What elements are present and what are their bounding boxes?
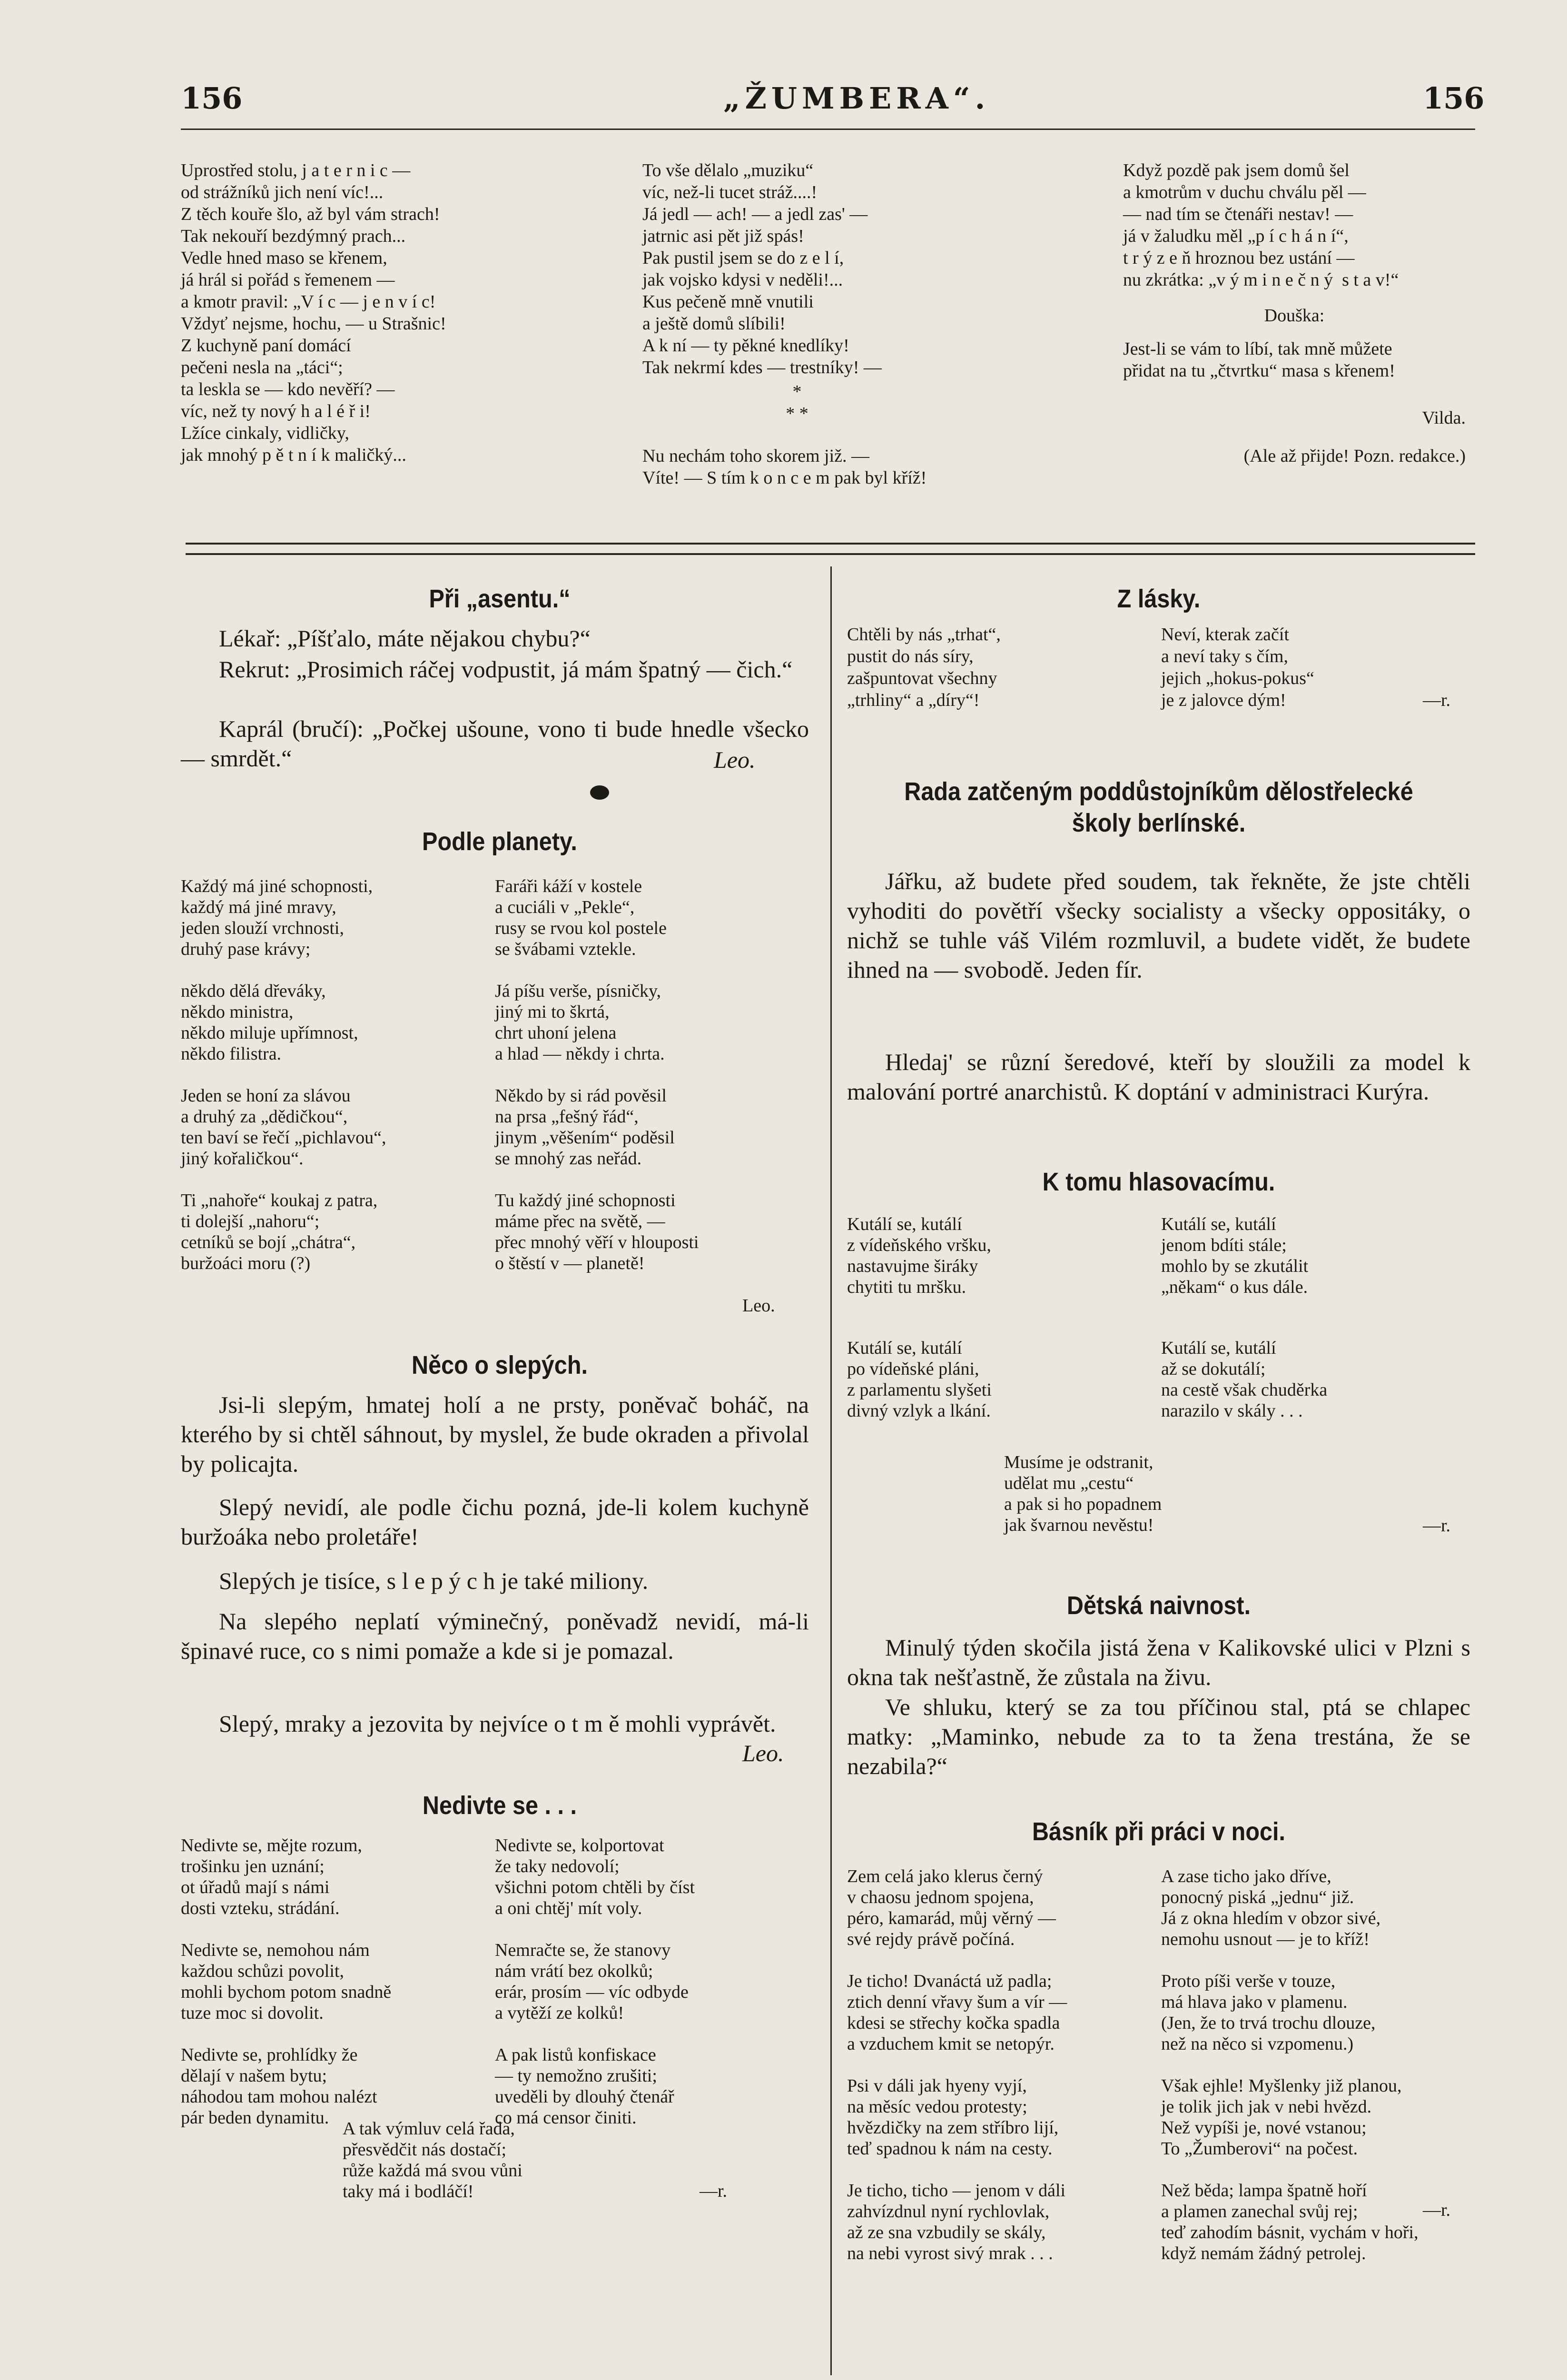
slepych-p5: Slepý, mraky a jezovita by nejvíce o t m ě mohli vyprávět.: [219, 1710, 776, 1737]
basnik-col-b: A zase ticho jako dříve, ponocný piská „jednu“ již. Já z okna hledím v obzor sivé, nemohu usnout — je to kříž! Proto píši verše v touze, má hlava jako v plamenu. (Jen, že to trvá trochu dlouze, než na něco si vzpomenu.) Však ejhle! Myšlenky již planou, je tolik jich jak v nebi hvězd. Než vypíši je, nové vstanou; To „Žumberovi“ na počest. Než běda; lampa špatně hoří a plamen zanechal svůj rej; teď zahodím básnit, vychám v hoři, když nemám žádný petrolej.: [1161, 1866, 1419, 2263]
lasky-col-b: Neví, kterak začít a neví taky s čím, jejich „hokus-pokus“ je z jalovce dým!: [1161, 625, 1314, 710]
basnik-col-a: Zem celá jako klerus černý v chaosu jednom spojena, péro, kamarád, můj věrný — své rejdy právě počíná. Je ticho! Dvanáctá už padla; ztich denní vřavy šum a vír — kdesi se střechy kočka spadla a vzduchem kmit se netopýr. Psi v dáli jak hyeny vyjí, na měsíc vedou protesty; hvězdičky na zem stříbro lijí, teď spadnou k nám na cesty. Je ticho, ticho — jenom v dáli zahvízdnul nyní rychlovlak, až ze sna vzbudily se skály, na nebi vyrost sivý mrak . . .: [847, 1866, 1067, 2263]
page-number-right: 156: [1423, 81, 1485, 116]
hlasovacimu-sign: —r.: [1423, 1516, 1451, 1536]
lasky-title: Z lásky.: [1117, 585, 1201, 613]
top-poem-stars: * * *: [786, 382, 808, 424]
nedivte-title: Nedivte se . . .: [422, 1791, 577, 1820]
hlasovacimu-a2: Kutálí se, kutálí po vídeňské pláni, z parlamentu slyšeti divný vzlyk a lkání.: [847, 1338, 992, 1421]
masthead-title: „ŽUMBERA“.: [723, 81, 990, 116]
rada-title: Rada zatčeným poddůstojníkům dělostřelecké školy berlínské.: [904, 777, 1413, 837]
slepych-p1: Jsi-li slepým, hmatej holí a ne prsty, poněvač boháč, na kterého by si chtěl sáhnout, by myslel, že bude okraden a přivolal by policajta.: [181, 1391, 809, 1477]
asentu-title: Při „asentu.“: [429, 585, 571, 613]
top-poem-col3: Když pozdě pak jsem domů šel a kmotrům v duchu chválu pěl — — nad tím se čtenáři nestav! — já v žaludku měl „p í c h á n í“, t r ý z e ň hroznou bez ustání — nu zkrátka: „v ý m i n e č n ý s t a v!“: [1123, 160, 1399, 290]
planety-sign: Leo.: [742, 1296, 775, 1316]
detska-p2: Ve shluku, který se za tou příčinou stal, ptá se chlapec matky: „Maminko, nebude za to ta žena trestána, že se nezabila?“: [847, 1694, 1470, 1779]
hlasovacimu-b1: Kutálí se, kutálí jenom bdíti stále; mohlo by se zkutálit „někam“ o kus dále.: [1161, 1214, 1309, 1297]
asentu-line-2: Rekrut: „Prosimich ráčej vodpustit, já mám špatný — čich.“: [219, 656, 793, 683]
top-poem-col2: To vše dělalo „muziku“ víc, než-li tucet stráž....! Já jedl — ach! — a jedl zas' — jatrnic asi pět již spás! Pak pustil jsem se do z e l í, jak vojsko kdysi v neděli!... Kus pečeně mně vnutili a ještě domů slíbili! A k ní — ty pěkné knedlíky! Tak nekrmí kdes — trestníky! —: [642, 160, 882, 377]
planety-col-b: Faráři káží v kostele a cuciáli v „Pekle“, rusy se rvou kol postele se švábami vztekle. Já píšu verše, písničky, jiný mi to škrtá, chrt uhoní jelena a hlad — někdy i chrta. Někdo by si rád pověsil na prsa „fešný řád“, jinym „věšením“ poděsil se mnohý zas neřád. Tu každý jiné schopnosti máme přec na světě, — přec mnohý věří v hlouposti o štěstí v — planetě!: [495, 876, 699, 1273]
slepych-p2: Slepý nevidí, ale podle čichu pozná, jde-li kolem kuchyně buržoáka nebo proletáře!: [181, 1494, 809, 1550]
planety-title: Podle planety.: [422, 827, 577, 856]
nedivte-col-b: Nedivte se, kolportovat že taky nedovolí; všichni potom chtěli by číst a oni chtěj' mít voly. Nemračte se, že stanovy nám vrátí bez okolků; erár, prosím — víc odbyde a vytěží ze kolků! A pak listů konfiskace — ty nemožno zrušiti; uveděli by dlouhý čtenář co má censor činiti.: [495, 1835, 695, 2128]
asentu-line-1: Lékař: „Píšťalo, máte nějakou chybu?“: [219, 625, 591, 652]
nedivte-sign: —r.: [700, 2181, 728, 2201]
nedivte-col-a: Nedivte se, mějte rozum, trošinku jen uznání; ot úřadů mají s námi dosti vzteku, strádání. Nedivte se, nemohou nám každou schůzi povolit, mohli bychom potom snadně tuze moc si dovolit. Nedivte se, prohlídky že dělají v našem bytu; náhodou tam mohou nalézt pár beden dynamitu.: [181, 1835, 392, 2128]
rada-p2: Hledaj' se různí šeredové, kteří by sloužili za model k malování portré anarchistů. K doptání v administraci Kurýra.: [847, 1049, 1470, 1105]
douska-sign: Vilda.: [1422, 408, 1466, 428]
hlasovacimu-a1: Kutálí se, kutálí z vídeňského vršku, nastavujme širáky chytiti tu mršku.: [847, 1214, 991, 1297]
detska-p1: Minulý týden skočila jistá žena v Kalikovské ulici v Plzni s okna tak nešťastně, že zůstala na živu.: [847, 1634, 1470, 1690]
top-poem-col1: Uprostřed stolu, j a t e r n i c — od strážníků jich není víc!... Z těch kouře šlo, až byl vám strach! Tak nekouří bezdýmný prach... Vedle hned maso se křenem, já hrál si pořád s řemenem — a kmotr pravil: „V í c — j e n v í c! Vždyť nejsme, hochu, — u Strašnic! Z kuchyně paní domácí pečeni nesla na „táci“; ta leskla se — kdo nevěří? — víc, než ty nový h a l é ř i! Lžíce cinkaly, vidličky, jak mnohý p ě t n í k maličký...: [181, 160, 446, 465]
detska-title: Dětská naivnost.: [1066, 1591, 1251, 1620]
nedivte-end: A tak výmluv celá řada, přesvědčit nás dostačí; růže každá má svou vůni taky má i bodláčí!: [343, 2119, 522, 2202]
asentu-sign: Leo.: [714, 746, 756, 773]
douska-title: Douška:: [1264, 306, 1325, 326]
hlasovacimu-c: Musíme je odstranit, udělat mu „cestu“ a pak si ho popadnem jak švarnou nevěstu!: [1004, 1452, 1162, 1535]
section-double-rule: [186, 543, 1475, 555]
douska-note: (Ale až přijde! Pozn. redakce.): [1243, 446, 1466, 466]
lasky-col-a: Chtěli by nás „trhat“, pustit do nás síry, zašpuntovat všechny „trhliny“ a „díry“!: [847, 625, 1001, 710]
basnik-sign: —r.: [1423, 2200, 1451, 2220]
slepych-p4: Na slepého neplatí výminečný, poněvadž nevidí, má-li špinavé ruce, co s nimi pomaže a kde si je pomazal.: [181, 1608, 809, 1664]
hlasovacimu-b2: Kutálí se, kutálí až se dokutálí; na cestě však chuděrka narazilo v skály . . .: [1161, 1338, 1328, 1421]
header-rule: [181, 129, 1475, 130]
asentu-line-3: Kaprál (bručí): „Počkej ušoune, vono ti bude hnedle všecko — smrdět.“: [181, 715, 809, 772]
planety-col-a: Každý má jiné schopnosti, každý má jiné mravy, jeden slouží vrchnosti, druhý pase krávy; někdo dělá dřeváky, někdo ministra, někdo miluje upřímnost, někdo filistra. Jeden se honí za slávou a druhý za „dědičkou“, ten baví se řečí „pichlavou“, jiný kořaličkou“. Ti „nahoře“ koukaj z patra, ti dolejší „nahoru“; cetníků se bojí „chátra“, buržoáci moru (?): [181, 876, 386, 1273]
column-divider: [830, 566, 832, 2375]
top-poem-col2-end: Nu nechám toho skorem již. — Víte! — S tím k o n c e m pak byl kříž!: [642, 446, 927, 488]
lasky-sign: —r.: [1423, 690, 1451, 710]
slepych-title: Něco o slepých.: [411, 1351, 588, 1379]
slepych-sign: Leo.: [742, 1740, 784, 1766]
hlasovacimu-title: K tomu hlasovacímu.: [1042, 1168, 1275, 1196]
rada-p1: Jářku, až budete před soudem, tak řekněte, že jste chtěli vyhoditi do povětří všecky socialisty a všecky oppositáky, o nichž se tuhle váš Vilém rozmluvil, a budete vidět, že budete ihned na — svobodě. Jeden fír.: [847, 868, 1470, 983]
basnik-title: Básník při práci v noci.: [1032, 1817, 1286, 1846]
slepych-p3: Slepých je tisíce, s l e p ý c h je také miliony.: [219, 1567, 649, 1594]
page-number-left: 156: [181, 81, 243, 116]
ink-blot: [590, 785, 609, 800]
douska-text: Jest-li se vám to líbí, tak mně můžete přidat na tu „čtvrtku“ masa s křenem!: [1123, 339, 1395, 381]
